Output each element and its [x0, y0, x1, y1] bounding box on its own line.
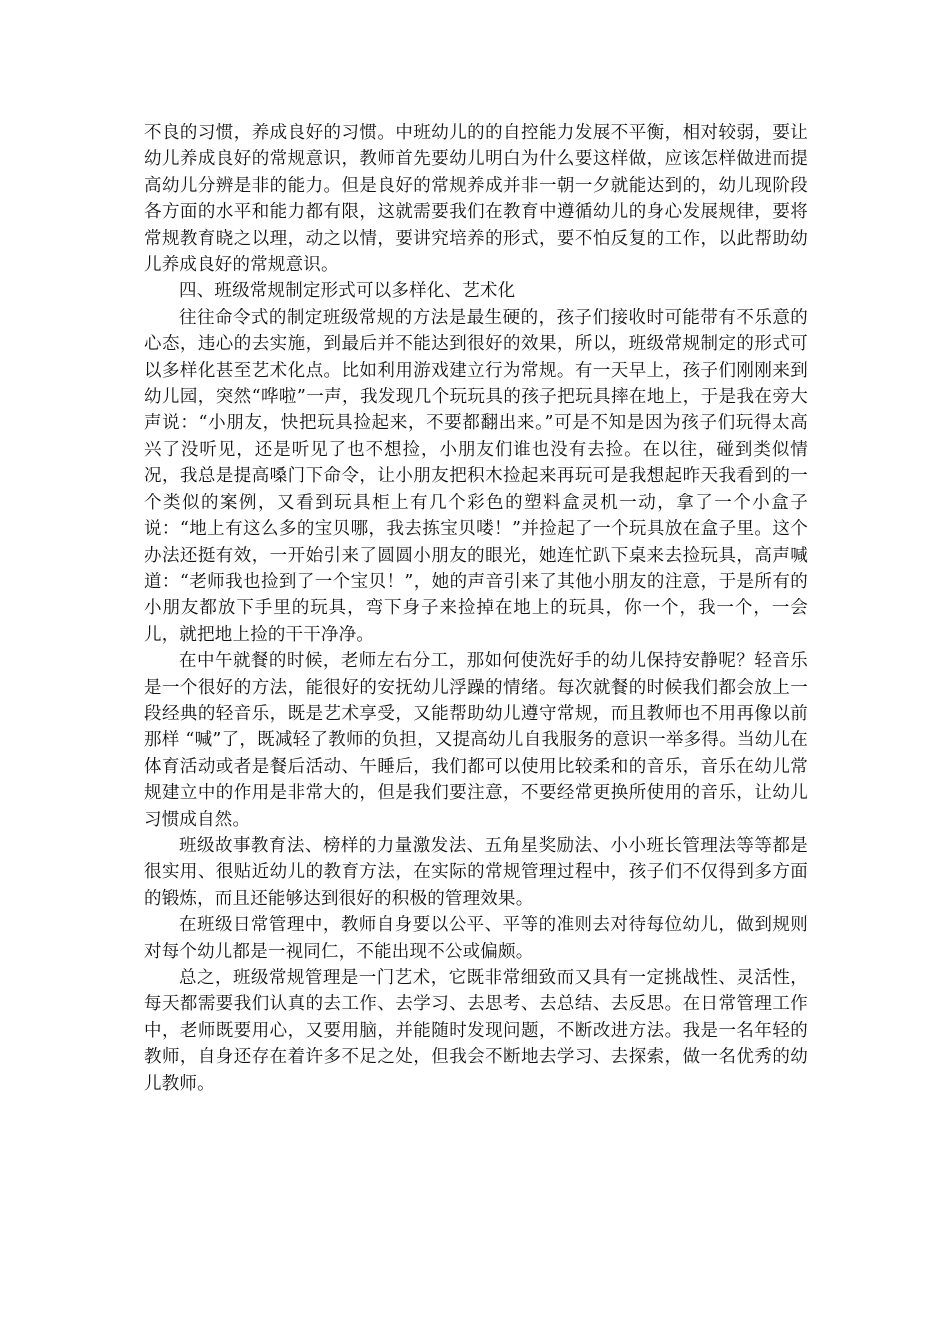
paragraph-continuation: 不良的习惯，养成良好的习惯。中班幼儿的的自控能力发展不平衡，相对较弱，要让幼儿养成良好的常规意识，教师首先要幼儿明白为什么要这样做，应该怎样做进而提高幼儿分辨是非的能力。但是良好的常规养成并非一朝一夕就能达到的，幼儿现阶段各方面的水平和能力都有限，这就需要我们在教育中遵循幼儿的身心发展规律，要将常规教育晓之以理，动之以情，要讲究培养的形式，要不怕反复的工作，以此帮助幼儿养成良好的常规意识。	[144, 123, 808, 276]
paragraph: 总之，班级常规管理是一门艺术，它既非常细致而又具有一定挑战性、灵活性，每天都需要我们认真的去工作、去学习、去思考、去总结、去反思。在日常管理工作中，老师既要用心，又要用脑，并能随时发现问题，不断改进方法。我是一名年轻的教师，自身还存在着许多不足之处，但我会不断地去学习、去探索，做一名优秀的幼儿教师。	[144, 968, 808, 1094]
paragraph: 班级故事教育法、榜样的力量激发法、五角星奖励法、小小班长管理法等等都是很实用、很贴近幼儿的教育方法，在实际的常规管理过程中，孩子们不仅得到多方面的锻炼，而且还能够达到很好的积极的管理效果。	[144, 835, 808, 909]
paragraph: 往往命令式的制定班级常规的方法是最生硬的，孩子们接收时可能带有不乐意的心态，违心的去实施，到最后并不能达到很好的效果，所以，班级常规制定的形式可以多样化甚至艺术化点。比如利用游戏建立行为常规。有一天早上，孩子们刚刚来到幼儿园，突然“哗啦”一声，我发现几个玩玩具的孩子把玩具摔在地上，于是我在旁大声说：“小朋友，快把玩具捡起来，不要都翻出来。”可是不知是因为孩子们玩得太高兴了没听见，还是听见了也不想捡，小朋友们谁也没有去捡。在以往，碰到类似情况，我总是提高嗓门下命令，让小朋友把积木捡起来再玩可是我想起昨天我看到的一个类似的案例，又看到玩具柜上有几个彩色的塑料盒灵机一动，拿了一个小盒子说：“地上有这么多的宝贝哪，我去拣宝贝喽！”并捡起了一个玩具放在盒子里。这个办法还挺有效，一开始引来了圆圆小朋友的眼光，她连忙趴下桌来去捡玩具，高声喊道：“老师我也捡到了一个宝贝！”，她的声音引来了其他小朋友的注意，于是所有的小朋友都放下手里的玩具，弯下身子来捡掉在地上的玩具，你一个，我一个，一会儿，就把地上捡的干干净净。	[144, 307, 808, 645]
paragraph: 在中午就餐的时候，老师左右分工，那如何使洗好手的幼儿保持安静呢？轻音乐是一个很好的方法，能很好的安抚幼儿浮躁的情绪。每次就餐的时候我们都会放上一段经典的轻音乐，既是艺术享受，又能帮助幼儿遵守常规，而且教师也不用再像以前那样 “喊”了，既减轻了教师的负担，又提高幼儿自我服务的意识一举多得。当幼儿在体育活动或者是餐后活动、午睡后，我们都可以使用比较柔和的音乐，音乐在幼儿常规建立中的作用是非常大的，但是我们要注意，不要经常更换所使用的音乐，让幼儿习惯成自然。	[144, 651, 808, 830]
section-heading: 四、班级常规制定形式可以多样化、艺术化	[179, 281, 516, 302]
document-body	[144, 120, 808, 1097]
paragraph: 在班级日常管理中，教师自身要以公平、平等的准则去对待每位幼儿，做到规则对每个幼儿都是一视同仁，不能出现不公或偏颇。	[144, 915, 808, 962]
